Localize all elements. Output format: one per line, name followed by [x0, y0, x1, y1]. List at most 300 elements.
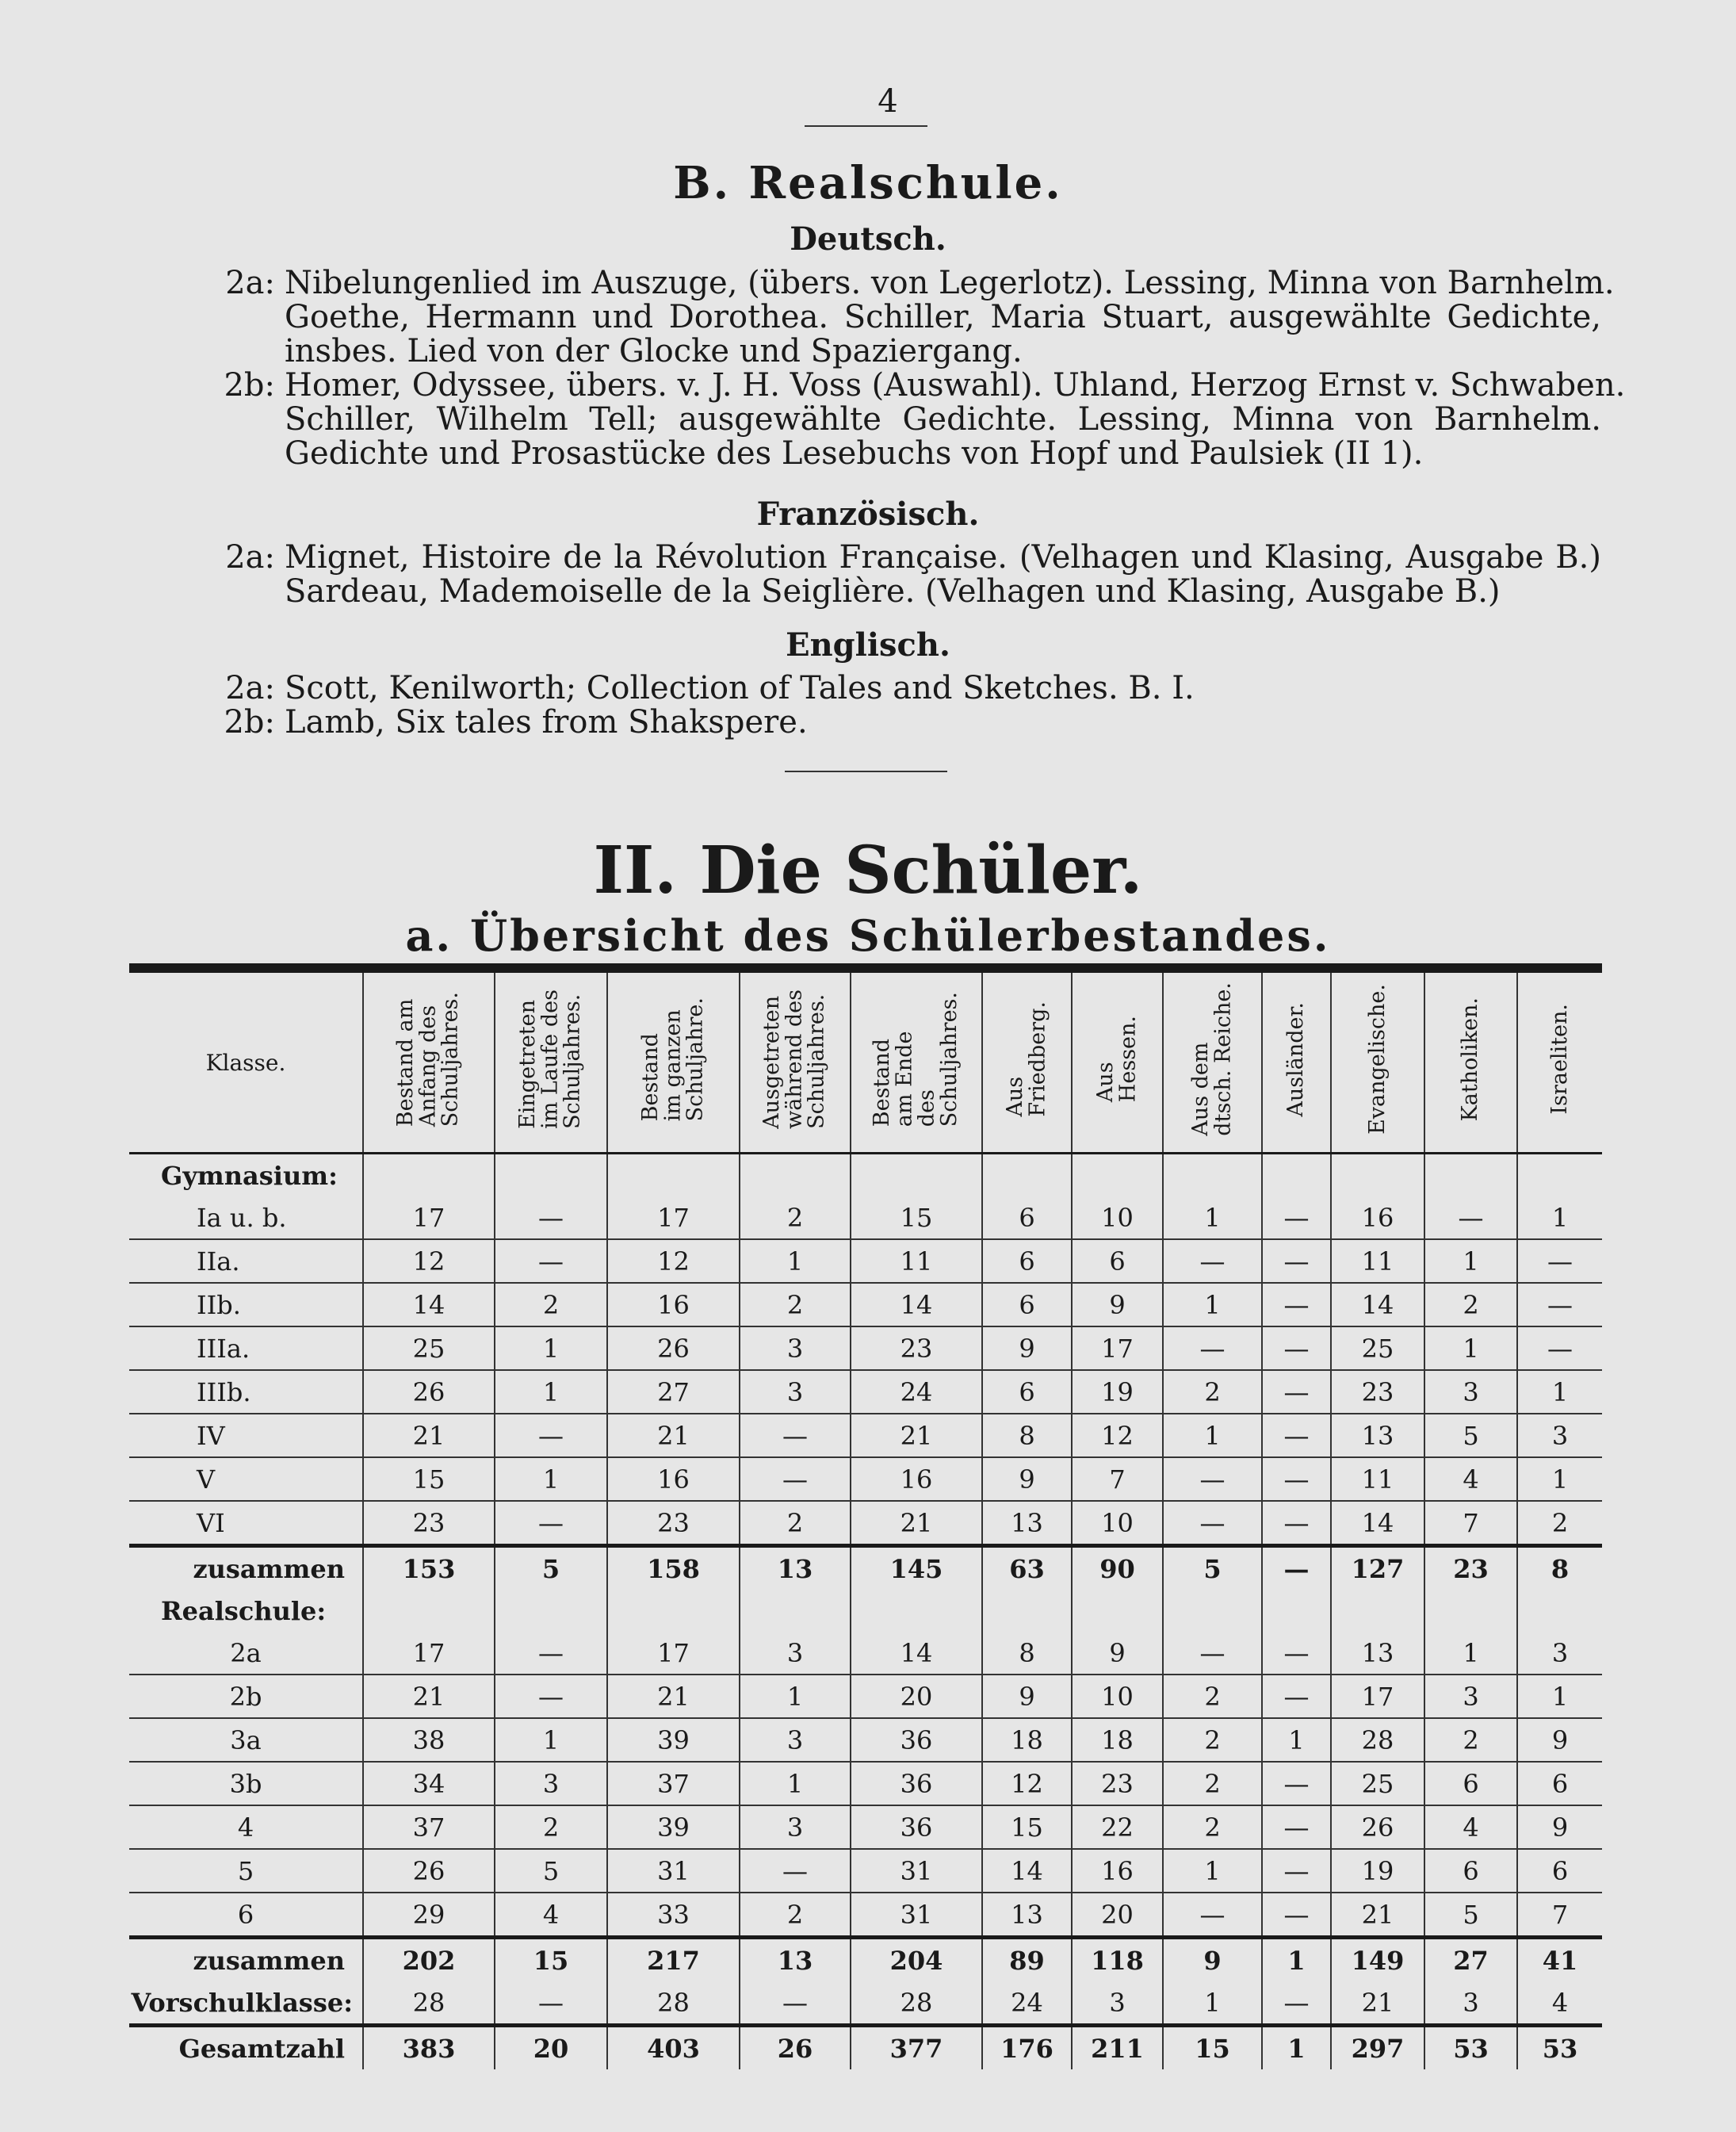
- table-cell: —: [1262, 1849, 1331, 1893]
- table-cell: 21: [363, 1675, 495, 1718]
- table-cell: 23: [1331, 1370, 1424, 1414]
- row-label: 2a: [129, 1632, 363, 1675]
- table-cell: 9: [1163, 1938, 1262, 1982]
- table-cell: —: [1262, 1981, 1331, 2026]
- table-cell: 36: [851, 1805, 982, 1849]
- table-cell: —: [1262, 1326, 1331, 1370]
- empty-cell: [982, 1590, 1072, 1632]
- table-cell: 176: [982, 2026, 1072, 2070]
- table-cell: 31: [851, 1849, 982, 1893]
- text-line: [202, 575, 1601, 609]
- table-cell: 22: [1072, 1805, 1163, 1849]
- table-cell: 2: [740, 1501, 851, 1546]
- column-header: [363, 968, 495, 1154]
- entry-label: 2a:: [225, 670, 275, 706]
- column-header-label: Aus Hessen.: [1093, 1016, 1141, 1103]
- column-header: [982, 968, 1072, 1154]
- table-cell: 2: [740, 1893, 851, 1938]
- table-cell: —: [1262, 1762, 1331, 1805]
- table-cell: 217: [607, 1938, 740, 1982]
- subject-heading-englisch: Englisch.: [786, 626, 950, 664]
- table-cell: 6: [982, 1283, 1072, 1326]
- row-label: IIIa.: [129, 1326, 363, 1370]
- empty-cell: [1262, 1154, 1331, 1197]
- table-cell: 127: [1331, 1546, 1424, 1590]
- table-cell: 15: [1163, 2026, 1262, 2070]
- table-cell: 20: [495, 2026, 607, 2070]
- entry-text: Mignet, Histoire de la Révolution Française. (Velhagen und Klasing, Ausgabe B.): [285, 539, 1601, 576]
- entry-text: Scott, Kenilworth; Collection of Tales and Sketches. B. I.: [285, 670, 1195, 706]
- table-cell: 21: [851, 1501, 982, 1546]
- gymnasium-section-row: [129, 1154, 1602, 1197]
- table-cell: 36: [851, 1762, 982, 1805]
- table-cell: 5: [1163, 1546, 1262, 1590]
- table-cell: 21: [1331, 1981, 1424, 2026]
- row-label: VI: [129, 1501, 363, 1546]
- table-cell: —: [740, 1457, 851, 1501]
- table-cell: 8: [982, 1414, 1072, 1457]
- table-cell: 9: [982, 1326, 1072, 1370]
- column-header-label: Israeliten.: [1547, 1004, 1572, 1115]
- table-cell: 1: [1424, 1239, 1517, 1283]
- table-cell: 1: [1262, 2026, 1331, 2070]
- table-cell: —: [1163, 1239, 1262, 1283]
- table-cell: 6: [1517, 1762, 1602, 1805]
- empty-cell: [851, 1590, 982, 1632]
- row-label: 3b: [129, 1762, 363, 1805]
- table-cell: 6: [1424, 1762, 1517, 1805]
- table-cell: 1: [495, 1457, 607, 1501]
- row-label: 6: [129, 1893, 363, 1938]
- entry-text: Sardeau, Mademoiselle de la Seiglière. (Velhagen und Klasing, Ausgabe B.): [285, 573, 1501, 610]
- table-cell: 18: [982, 1718, 1072, 1762]
- table-cell: 2: [1163, 1675, 1262, 1718]
- table-cell: 6: [982, 1239, 1072, 1283]
- table-cell: —: [1262, 1239, 1331, 1283]
- table-cell: 36: [851, 1718, 982, 1762]
- table-cell: —: [1262, 1414, 1331, 1457]
- table-cell: —: [1424, 1196, 1517, 1239]
- column-header: [1163, 968, 1262, 1154]
- table-cell: 2: [740, 1283, 851, 1326]
- table-cell: 26: [1331, 1805, 1424, 1849]
- table-cell: 10: [1072, 1196, 1163, 1239]
- table-row: [129, 1849, 1602, 1893]
- table-cell: 18: [1072, 1718, 1163, 1762]
- text-line: [202, 672, 1601, 706]
- entry-text: Goethe, Hermann und Dorothea. Schiller, Maria Stuart, ausgewählte Gedichte,: [285, 299, 1601, 335]
- table-cell: 28: [363, 1981, 495, 2026]
- gymnasium-sum-row: [129, 1546, 1602, 1590]
- table-cell: 29: [363, 1893, 495, 1938]
- table-cell: —: [1163, 1501, 1262, 1546]
- entry-text: Homer, Odyssee, übers. v. J. H. Voss (Auswahl). Uhland, Herzog Ernst v. Schwaben.: [285, 367, 1626, 404]
- empty-cell: [1163, 1154, 1262, 1197]
- section-divider: [785, 771, 947, 772]
- entry-label: 2b:: [224, 367, 275, 404]
- table-cell: 89: [982, 1938, 1072, 1982]
- table-cell: 16: [1331, 1196, 1424, 1239]
- table-cell: 158: [607, 1546, 740, 1590]
- table-cell: 10: [1072, 1501, 1163, 1546]
- table-cell: —: [495, 1196, 607, 1239]
- column-header: [495, 968, 607, 1154]
- text-line: [202, 335, 1601, 369]
- table-cell: 1: [495, 1370, 607, 1414]
- table-cell: 21: [851, 1414, 982, 1457]
- table-cell: 31: [851, 1893, 982, 1938]
- table-cell: —: [1517, 1239, 1602, 1283]
- table-cell: 9: [982, 1675, 1072, 1718]
- table-cell: 21: [363, 1414, 495, 1457]
- table-cell: 3: [1072, 1981, 1163, 2026]
- table-cell: 23: [851, 1326, 982, 1370]
- table-cell: —: [1517, 1283, 1602, 1326]
- table-cell: 1: [1517, 1675, 1602, 1718]
- table-cell: 15: [982, 1805, 1072, 1849]
- table-cell: 17: [363, 1632, 495, 1675]
- table-cell: 118: [1072, 1938, 1163, 1982]
- column-header: [1072, 968, 1163, 1154]
- row-label: zusammen: [129, 1938, 363, 1982]
- table-row: [129, 1805, 1602, 1849]
- table-cell: 17: [1331, 1675, 1424, 1718]
- table-cell: 24: [851, 1370, 982, 1414]
- table-cell: 1: [1163, 1283, 1262, 1326]
- subject-block-englisch: [202, 672, 1601, 740]
- table-cell: 377: [851, 2026, 982, 2070]
- table-cell: 28: [851, 1981, 982, 2026]
- table-cell: 145: [851, 1546, 982, 1590]
- table-cell: 13: [740, 1938, 851, 1982]
- table-cell: 3: [1424, 1981, 1517, 2026]
- row-label: IV: [129, 1414, 363, 1457]
- table-cell: 403: [607, 2026, 740, 2070]
- table-cell: 2: [1424, 1283, 1517, 1326]
- table-cell: 204: [851, 1938, 982, 1982]
- table-cell: —: [1262, 1457, 1331, 1501]
- text-line: [202, 437, 1601, 471]
- table-cell: 297: [1331, 2026, 1424, 2070]
- table-cell: —: [495, 1632, 607, 1675]
- table-cell: 1: [1424, 1326, 1517, 1370]
- table-cell: 21: [607, 1675, 740, 1718]
- table-cell: 21: [1331, 1893, 1424, 1938]
- column-header-label: Evangelische.: [1364, 984, 1390, 1135]
- table-row: [129, 1632, 1602, 1675]
- realschule-sum-row: [129, 1938, 1602, 1982]
- table-cell: 4: [1424, 1805, 1517, 1849]
- table-cell: 12: [363, 1239, 495, 1283]
- column-header: [740, 968, 851, 1154]
- table-cell: 14: [851, 1632, 982, 1675]
- table-cell: 17: [607, 1632, 740, 1675]
- column-header-label: Ausländer.: [1283, 1001, 1309, 1117]
- entry-text: Gedichte und Prosastücke des Lesebuchs von Hopf und Paulsiek (II 1).: [285, 435, 1424, 472]
- table-cell: 14: [851, 1283, 982, 1326]
- table-cell: —: [740, 1849, 851, 1893]
- table-cell: 26: [363, 1849, 495, 1893]
- table-cell: 3: [495, 1762, 607, 1805]
- table-cell: —: [740, 1414, 851, 1457]
- table-cell: 90: [1072, 1546, 1163, 1590]
- column-header-label: Bestand am Anfang des Schuljahres.: [393, 991, 464, 1127]
- table-cell: 17: [607, 1196, 740, 1239]
- empty-cell: [607, 1590, 740, 1632]
- table-cell: 37: [363, 1805, 495, 1849]
- table-cell: 13: [1331, 1632, 1424, 1675]
- empty-cell: [1262, 1590, 1331, 1632]
- subject-heading-franzoesisch: Französisch.: [756, 496, 980, 533]
- table-cell: 1: [1517, 1457, 1602, 1501]
- column-header-label: Aus Friedberg.: [1003, 1001, 1050, 1117]
- table-cell: 1: [495, 1718, 607, 1762]
- row-label: Ia u. b.: [129, 1196, 363, 1239]
- page-number: 4: [878, 83, 898, 120]
- table-row: [129, 1718, 1602, 1762]
- table-cell: 26: [363, 1370, 495, 1414]
- table-header-row: [129, 968, 1602, 1154]
- table-cell: 14: [1331, 1501, 1424, 1546]
- text-line: [202, 706, 1601, 740]
- row-label: 4: [129, 1805, 363, 1849]
- row-label: IIIb.: [129, 1370, 363, 1414]
- table-row: [129, 1762, 1602, 1805]
- column-header-label: Aus dem dtsch. Reiche.: [1188, 982, 1236, 1136]
- table-cell: 26: [607, 1326, 740, 1370]
- empty-cell: [1517, 1154, 1602, 1197]
- table-cell: 53: [1517, 2026, 1602, 2070]
- entry-text: Nibelungenlied im Auszuge, (übers. von Legerlotz). Lessing, Minna von Barnhelm.: [285, 265, 1615, 301]
- empty-cell: [740, 1154, 851, 1197]
- column-header: [1331, 968, 1424, 1154]
- empty-cell: [1331, 1154, 1424, 1197]
- text-line: [202, 300, 1601, 335]
- table-cell: —: [1262, 1501, 1331, 1546]
- table-cell: 2: [1163, 1805, 1262, 1849]
- table-cell: 1: [1262, 1718, 1331, 1762]
- empty-cell: [1072, 1154, 1163, 1197]
- table-cell: 25: [1331, 1762, 1424, 1805]
- column-header: [851, 968, 982, 1154]
- table-cell: 1: [1163, 1849, 1262, 1893]
- table-cell: 15: [363, 1457, 495, 1501]
- table-cell: 16: [851, 1457, 982, 1501]
- empty-cell: [1424, 1154, 1517, 1197]
- row-label: IIb.: [129, 1283, 363, 1326]
- table-cell: 33: [607, 1893, 740, 1938]
- table-cell: 34: [363, 1762, 495, 1805]
- table-cell: 26: [740, 2026, 851, 2070]
- table-cell: 1: [740, 1239, 851, 1283]
- text-line: [202, 367, 1626, 404]
- table-cell: 19: [1331, 1849, 1424, 1893]
- table-row: [129, 1414, 1602, 1457]
- table-row: [129, 1893, 1602, 1938]
- table-cell: —: [1262, 1675, 1331, 1718]
- table-cell: 1: [1163, 1981, 1262, 2026]
- table-body: [129, 1154, 1602, 2070]
- empty-cell: [740, 1590, 851, 1632]
- subject-heading-deutsch: Deutsch.: [790, 220, 946, 258]
- table-cell: 20: [851, 1675, 982, 1718]
- table-cell: 3: [1424, 1675, 1517, 1718]
- table-cell: —: [1262, 1196, 1331, 1239]
- table-row: [129, 1196, 1602, 1239]
- column-header: [1424, 968, 1517, 1154]
- page-number-rule: [805, 125, 927, 127]
- table-cell: 9: [1517, 1805, 1602, 1849]
- empty-cell: [363, 1154, 495, 1197]
- table-cell: 39: [607, 1718, 740, 1762]
- table-cell: 13: [982, 1893, 1072, 1938]
- table-cell: 1: [740, 1675, 851, 1718]
- table-cell: 21: [607, 1414, 740, 1457]
- table-cell: 1: [1517, 1196, 1602, 1239]
- table-row: [129, 1239, 1602, 1283]
- table-cell: —: [1262, 1632, 1331, 1675]
- entry-text: Lamb, Six tales from Shakspere.: [285, 704, 808, 741]
- table-cell: —: [495, 1414, 607, 1457]
- empty-cell: [1072, 1590, 1163, 1632]
- column-header-label: Katholiken.: [1458, 997, 1483, 1122]
- table-cell: —: [1163, 1632, 1262, 1675]
- table-cell: 14: [363, 1283, 495, 1326]
- table-cell: 11: [1331, 1239, 1424, 1283]
- table-cell: 39: [607, 1805, 740, 1849]
- table-cell: —: [740, 1981, 851, 2026]
- entry-text: Schiller, Wilhelm Tell; ausgewählte Gedichte. Lessing, Minna von Barnhelm.: [285, 401, 1601, 438]
- table-cell: 16: [607, 1457, 740, 1501]
- row-label: 3a: [129, 1718, 363, 1762]
- table-cell: 1: [1262, 1938, 1331, 1982]
- table-cell: —: [495, 1239, 607, 1283]
- table-cell: 15: [495, 1938, 607, 1982]
- column-header-label: Bestand im ganzen Schuljahre.: [637, 997, 708, 1122]
- table-cell: 2: [740, 1196, 851, 1239]
- table-cell: 8: [1517, 1546, 1602, 1590]
- table-cell: 3: [1424, 1370, 1517, 1414]
- table-cell: 9: [982, 1457, 1072, 1501]
- table-cell: 25: [363, 1326, 495, 1370]
- row-label: V: [129, 1457, 363, 1501]
- table-cell: 28: [1331, 1718, 1424, 1762]
- table-cell: 3: [740, 1326, 851, 1370]
- row-label: 5: [129, 1849, 363, 1893]
- empty-cell: [982, 1154, 1072, 1197]
- column-header: [1517, 968, 1602, 1154]
- table-cell: 41: [1517, 1938, 1602, 1982]
- table-cell: 1: [1424, 1632, 1517, 1675]
- empty-cell: [607, 1154, 740, 1197]
- row-label: Gesamtzahl: [129, 2026, 363, 2070]
- table-cell: 17: [363, 1196, 495, 1239]
- table-row: [129, 1501, 1602, 1546]
- table-cell: 14: [1331, 1283, 1424, 1326]
- table-cell: 2: [495, 1283, 607, 1326]
- column-header-klasse: Klasse.: [129, 968, 363, 1154]
- empty-cell: [1424, 1590, 1517, 1632]
- table-row: [129, 1326, 1602, 1370]
- table-cell: 9: [1072, 1632, 1163, 1675]
- empty-cell: [1331, 1590, 1424, 1632]
- table-cell: 6: [1072, 1239, 1163, 1283]
- table-cell: 383: [363, 2026, 495, 2070]
- table-cell: 3: [1517, 1632, 1602, 1675]
- table-cell: 7: [1424, 1501, 1517, 1546]
- table-cell: 19: [1072, 1370, 1163, 1414]
- table-cell: 5: [495, 1546, 607, 1590]
- table-cell: 3: [740, 1632, 851, 1675]
- empty-cell: [1163, 1590, 1262, 1632]
- row-label: zusammen: [129, 1546, 363, 1590]
- table-cell: 16: [1072, 1849, 1163, 1893]
- table-cell: 6: [1517, 1849, 1602, 1893]
- table-cell: 3: [740, 1370, 851, 1414]
- table-cell: 15: [851, 1196, 982, 1239]
- table-cell: 7: [1072, 1457, 1163, 1501]
- table-cell: 11: [851, 1239, 982, 1283]
- table-cell: 6: [1424, 1849, 1517, 1893]
- table-cell: 13: [1331, 1414, 1424, 1457]
- section-label: Realschule:: [161, 1595, 327, 1626]
- table-cell: 4: [1424, 1457, 1517, 1501]
- entry-text: insbes. Lied von der Glocke und Spaziergang.: [285, 333, 1023, 369]
- table-cell: 1: [740, 1762, 851, 1805]
- table-cell: 6: [982, 1196, 1072, 1239]
- table-cell: 5: [1424, 1893, 1517, 1938]
- table-cell: 2: [495, 1805, 607, 1849]
- table-cell: 211: [1072, 2026, 1163, 2070]
- text-line: [202, 541, 1601, 575]
- entry-label: 2a:: [225, 265, 275, 301]
- table-cell: 37: [607, 1762, 740, 1805]
- text-line: [202, 265, 1615, 301]
- table-cell: —: [1262, 1283, 1331, 1326]
- empty-cell: [495, 1590, 607, 1632]
- table-cell: 16: [607, 1283, 740, 1326]
- table-cell: 23: [363, 1501, 495, 1546]
- empty-cell: [851, 1154, 982, 1197]
- section-b-title: B. Realschule.: [673, 157, 1063, 209]
- table-cell: 38: [363, 1718, 495, 1762]
- table-cell: —: [1163, 1326, 1262, 1370]
- table-row: [129, 1370, 1602, 1414]
- table-cell: 2: [1517, 1501, 1602, 1546]
- table-cell: 3: [740, 1805, 851, 1849]
- table-cell: —: [1262, 1546, 1331, 1590]
- column-header-label: Ausgetreten während des Schuljahres.: [759, 989, 830, 1129]
- table-cell: 14: [982, 1849, 1072, 1893]
- table-cell: 28: [607, 1981, 740, 2026]
- table-cell: —: [1517, 1326, 1602, 1370]
- table-row: [129, 1283, 1602, 1326]
- entry-label: 2a:: [225, 539, 275, 576]
- table-cell: —: [1262, 1370, 1331, 1414]
- table-cell: 63: [982, 1546, 1072, 1590]
- table-row: [129, 1675, 1602, 1718]
- table-row: [129, 1457, 1602, 1501]
- table-cell: 1: [495, 1326, 607, 1370]
- table-cell: 25: [1331, 1326, 1424, 1370]
- table-cell: —: [495, 1501, 607, 1546]
- column-header-label: Eingetreten im Laufe des Schuljahres.: [515, 989, 586, 1129]
- subject-block-deutsch: [202, 265, 1626, 472]
- empty-cell: [1517, 1590, 1602, 1632]
- table-cell: 6: [982, 1370, 1072, 1414]
- row-label: IIa.: [129, 1239, 363, 1283]
- table-cell: 9: [1072, 1283, 1163, 1326]
